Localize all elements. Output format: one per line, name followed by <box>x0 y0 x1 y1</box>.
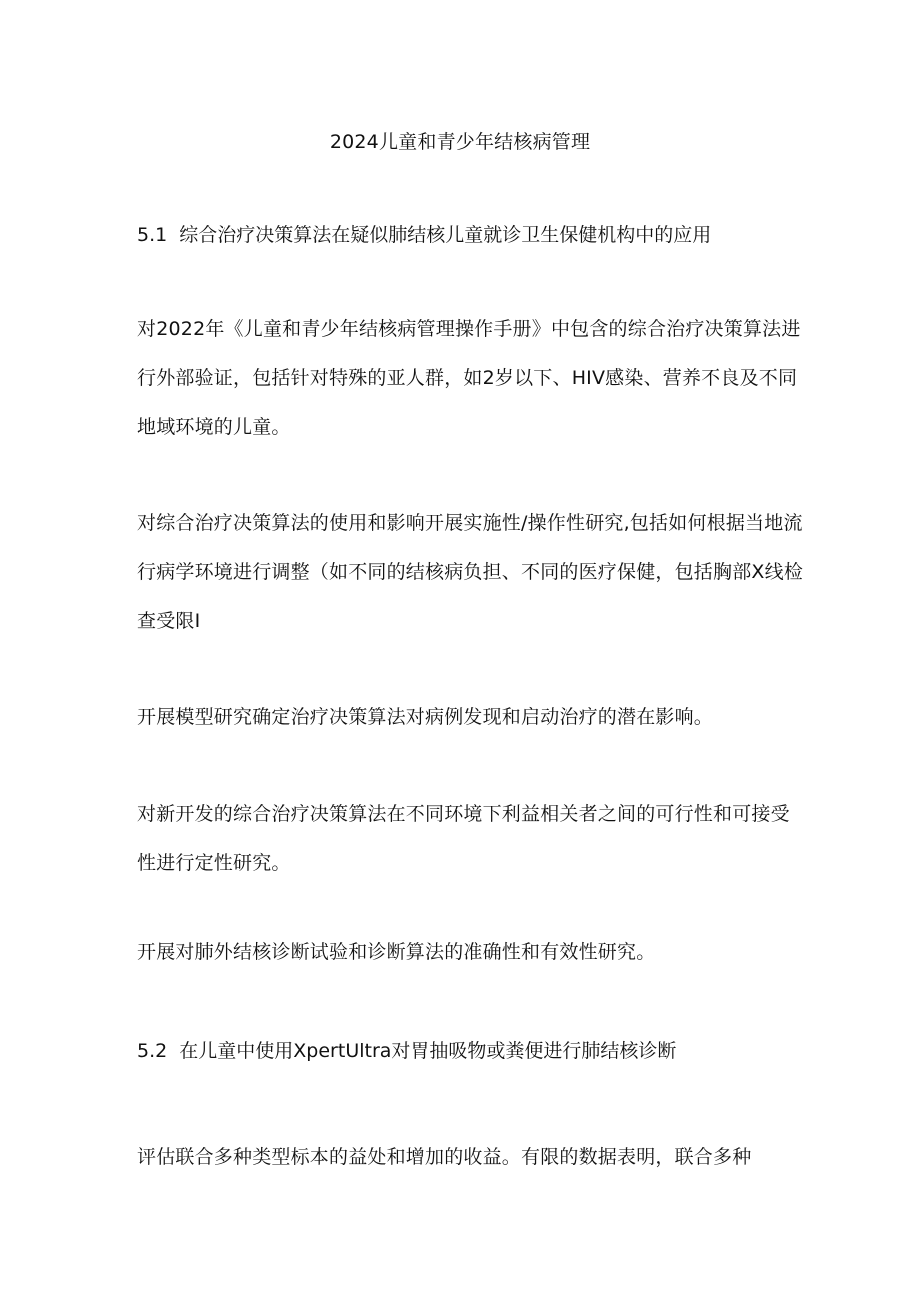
document-title: 2024儿童和青少年结核病管理 <box>329 131 591 153</box>
paragraph-modeling-research <box>137 693 787 742</box>
paragraph-line: 评估联合多种类型标本的益处和增加的收益。有限的数据表明，联合多种 <box>137 1146 752 1168</box>
paragraph-combined-specimens <box>137 1133 787 1182</box>
section-heading-5-2: 5.2 在儿童中使用XpertUltra对胃抽吸物或粪便进行肺结核诊断 <box>137 1040 677 1062</box>
paragraph-extrapulmonary-research <box>137 928 787 977</box>
paragraph-line: 地域环境的儿童。 <box>137 416 291 438</box>
paragraph-external-validation <box>137 305 801 452</box>
section-heading-5-1: 5.1 综合治疗决策算法在疑似肺结核儿童就诊卫生保健机构中的应用 <box>137 224 712 246</box>
paragraph-line: 对2022年《儿童和青少年结核病管理操作手册》中包含的综合治疗决策算法进 <box>137 318 801 340</box>
paragraph-line: 查受限I <box>137 610 201 632</box>
paragraph-line: 开展模型研究确定治疗决策算法对病例发现和启动治疗的潜在影响。 <box>137 706 714 728</box>
paragraph-line: 行外部验证，包括针对特殊的亚人群，如2岁以下、HIV感染、营养不良及不同 <box>137 367 798 389</box>
paragraph-line: 对综合治疗决策算法的使用和影响开展实施性/操作性研究,包括如何根据当地流 <box>137 512 803 534</box>
paragraph-line: 对新开发的综合治疗决策算法在不同环境下利益相关者之间的可行性和可接受 <box>137 803 790 825</box>
paragraph-qualitative-research <box>137 790 790 888</box>
paragraph-line: 开展对肺外结核诊断试验和诊断算法的准确性和有效性研究。 <box>137 941 656 963</box>
paragraph-line: 行病学环境进行调整（如不同的结核病负担、不同的医疗保健，包括胸部X线检 <box>137 561 804 583</box>
paragraph-line: 性进行定性研究。 <box>137 852 291 874</box>
paragraph-implementation-research <box>137 499 804 646</box>
